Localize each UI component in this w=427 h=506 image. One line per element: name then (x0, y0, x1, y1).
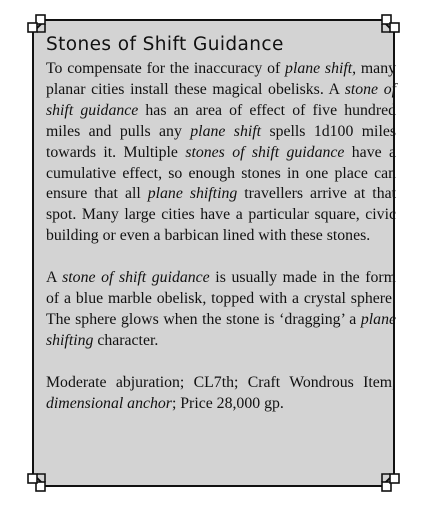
text-run: , many planar cities install these magical obelisks. A (46, 60, 396, 98)
text-run: has an area of effect of five hundred miles and pulls any (46, 101, 396, 140)
italic-term: plane shift (285, 60, 353, 77)
construction-paragraph (46, 373, 396, 415)
italic-term: plane shifting (46, 310, 396, 349)
italic-term: stone of shift guidance (46, 80, 396, 119)
italic-term: plane shift (190, 122, 262, 140)
appearance-paragraph (46, 268, 396, 352)
text-run: is usually made in the form of a blue marble obelisk, topped with a crystal sphere. The sphere glows when the stone is ‘dragging’ a (46, 269, 396, 328)
sidebar-title: Stones of Shift Guidance (46, 34, 284, 55)
italic-term: stones of shift guidance (185, 143, 345, 161)
text-run: Moderate abjuration; CL7th; Craft Wondrous Item, (46, 373, 396, 391)
text-run: character. (93, 331, 159, 349)
text-run: A (46, 269, 63, 287)
italic-term: dimensional anchor (46, 394, 172, 412)
sidebar-content (46, 32, 396, 415)
italic-term: stone of shift guidance (62, 269, 210, 287)
text-run: travellers arrive at that spot. Many large cities have a particular square, civic building or even a barbican lined with these stones. (46, 185, 396, 245)
italic-term: plane shifting (147, 185, 238, 203)
description-paragraph (46, 59, 396, 247)
text-run: ; Price 28,000 gp. (171, 394, 284, 412)
text-run: spells 1d100 miles towards it. Multiple (46, 122, 396, 161)
text-run: To compensate for the inaccuracy of (46, 60, 286, 77)
text-run: have a cumulative effect, so enough stones in one place can ensure that all (46, 143, 396, 203)
